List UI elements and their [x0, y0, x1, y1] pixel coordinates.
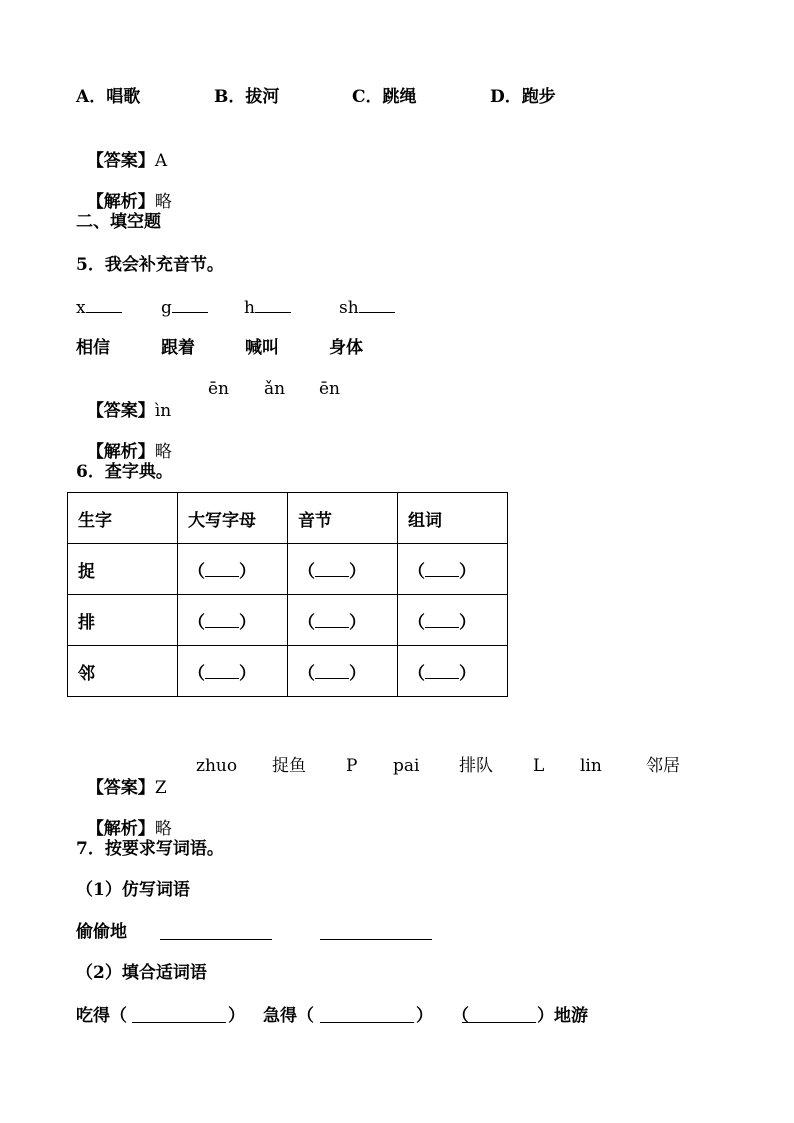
fill-cell[interactable]: （ ）	[288, 595, 398, 646]
answer-value: P	[346, 756, 358, 776]
word-3: 喊叫	[245, 338, 279, 358]
fill-prefix: 吃得（	[76, 1006, 127, 1026]
blank-line[interactable]	[255, 296, 291, 313]
answer-label: 【答案】	[86, 778, 155, 798]
option-d: D．跑步	[490, 87, 556, 107]
word-4: 身体	[329, 338, 363, 358]
option-b: B．拔河	[214, 87, 280, 107]
syllable-x	[76, 296, 122, 319]
fill-suffix: ）	[416, 1006, 433, 1026]
syllable-sh	[339, 296, 395, 319]
option-a: A．唱歌	[76, 87, 141, 107]
char-cell: 邻	[68, 646, 178, 697]
syllable-text: sh	[339, 298, 359, 318]
answer-value: ǎn	[264, 379, 286, 399]
q6-answer	[76, 755, 167, 799]
fill-prefix: 急得（	[263, 1006, 314, 1026]
blank-line[interactable]	[462, 1022, 536, 1023]
word-2: 跟着	[161, 338, 195, 358]
answer-value: pai	[393, 756, 420, 776]
char-cell: 排	[68, 595, 178, 646]
table-row	[68, 646, 508, 697]
dictionary-table	[67, 492, 508, 697]
answer-label: 【答案】	[86, 151, 155, 171]
example-word: 偷偷地	[76, 922, 127, 942]
header-cell: 组词	[398, 493, 508, 544]
answer-value: 邻居	[646, 756, 680, 776]
blank-line[interactable]	[359, 296, 395, 313]
analysis-label: 【解析】	[86, 819, 155, 839]
blank-line[interactable]	[320, 1022, 414, 1023]
answer-value: L	[533, 756, 545, 776]
header-cell: 音节	[288, 493, 398, 544]
answer-value: Z	[154, 778, 167, 798]
fill-cell[interactable]: （ ）	[398, 544, 508, 595]
blank-line[interactable]	[86, 296, 122, 313]
table-row	[68, 544, 508, 595]
q4-answer	[76, 128, 167, 172]
table-row	[68, 595, 508, 646]
blank-line[interactable]	[320, 939, 432, 940]
header-cell: 生字	[68, 493, 178, 544]
option-c: C．跳绳	[352, 87, 417, 107]
header-cell: 大写字母	[178, 493, 288, 544]
syllable-text: h	[244, 298, 255, 318]
analysis-value: 略	[154, 819, 172, 839]
answer-value: 捉鱼	[272, 756, 306, 776]
fill-cell[interactable]: （ ）	[178, 544, 288, 595]
blank-line[interactable]	[160, 939, 272, 940]
q6-title: 6．查字典。	[76, 462, 173, 482]
answer-value: ìn	[154, 401, 172, 421]
fill-prefix: （	[452, 1006, 469, 1026]
q6-analysis	[76, 796, 172, 840]
blank-line[interactable]	[132, 1022, 226, 1023]
answer-value: ēn	[319, 379, 341, 399]
q7-part2: （2）填合适词语	[76, 963, 207, 983]
table-header-row	[68, 493, 508, 544]
q5-analysis	[76, 419, 172, 463]
analysis-label: 【解析】	[86, 442, 155, 462]
syllable-h	[244, 296, 291, 319]
fill-cell[interactable]: （ ）	[398, 595, 508, 646]
syllable-g	[161, 296, 208, 319]
fill-cell[interactable]: （ ）	[398, 646, 508, 697]
syllable-text: x	[76, 298, 86, 318]
fill-cell[interactable]: （ ）	[178, 595, 288, 646]
answer-value: ēn	[208, 379, 230, 399]
blank-line[interactable]	[172, 296, 208, 313]
answer-value: A	[154, 151, 168, 171]
q4-analysis	[76, 169, 172, 213]
q5-answer	[76, 378, 171, 422]
fill-cell[interactable]: （ ）	[178, 646, 288, 697]
section-title: 二、填空题	[76, 212, 161, 232]
fill-suffix: ）	[228, 1006, 245, 1026]
q5-title: 5．我会补充音节。	[76, 255, 224, 275]
analysis-value: 略	[154, 442, 172, 462]
q7-title: 7．按要求写词语。	[76, 839, 224, 859]
answer-value: lin	[580, 756, 602, 776]
fill-suffix: ）地游	[537, 1006, 588, 1026]
word-1: 相信	[76, 338, 110, 358]
fill-cell[interactable]: （ ）	[288, 544, 398, 595]
answer-value: 排队	[459, 756, 493, 776]
char-cell: 捉	[68, 544, 178, 595]
fill-cell[interactable]: （ ）	[288, 646, 398, 697]
answer-value: zhuo	[196, 756, 238, 776]
analysis-value: 略	[154, 192, 172, 212]
analysis-label: 【解析】	[86, 192, 155, 212]
syllable-text: g	[161, 298, 172, 318]
q7-part1: （1）仿写词语	[76, 880, 190, 900]
answer-label: 【答案】	[86, 401, 155, 421]
